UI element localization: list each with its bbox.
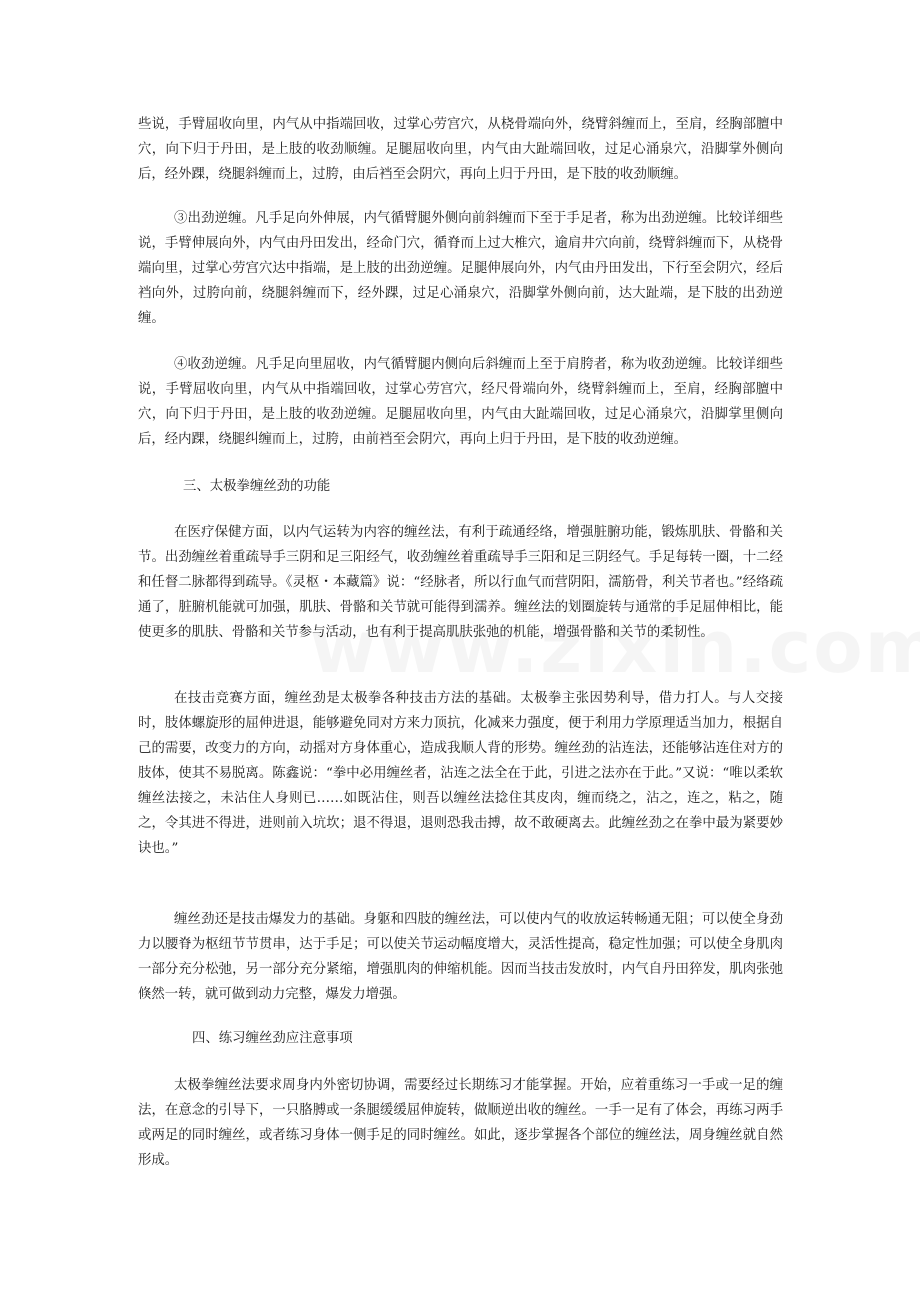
section-heading-3: 三、太极拳缠丝劲的功能 [183,479,331,494]
section-heading-4: 四、练习缠丝劲应注意事项 [192,1031,353,1046]
paragraph-shoujin-nichan: ④收劲逆缠。凡手足向里屈收，内气循臂腿内侧向后斜缠而上至于肩胯者，称为收劲逆缠。比较详细些说，手臂屈收向里，内气从中指端回收，过掌心劳宫穴，经尺骨端向外，绕臂斜缠而上，至肩，经胸部膻中穴，向下归于丹田，是上肢的收劲逆缠。足腿屈收向里，内气由大趾端回收，过足心涌泉穴，沿脚掌里侧向后，经内踝，绕腿纠缠而上，过胯，由前裆至会阴穴，再向上归于丹田，是下肢的收劲逆缠。 [138,357,783,447]
paragraph-practice: 太极拳缠丝法要求周身内外密切协调，需要经过长期练习才能掌握。开始，应着重练习一手或一足的缠法，在意念的引导下，一只胳膊或一条腿缓缓屈伸旋转，做顺逆出收的缠丝。一手一足有了体会，再练习两手或两足的同时缠丝，或者练习身体一侧手足的同时缠丝。如此，逐步掌握各个部位的缠丝法，周身缠丝就自然形成。 [138,1078,783,1168]
paragraph-explosive-power: 缠丝劲还是技击爆发力的基础。身躯和四肢的缠丝法，可以使内气的收放运转畅通无阻；可以使全身劲力以腰脊为枢纽节节贯串，达于手足；可以使关节运动幅度增大，灵活性提高，稳定性加强；可以使全身肌肉一部分充分松弛，另一部分充分紧缩，增强肌肉的伸缩机能。因而当技击发放时，内气自丹田猝发，肌肉张弛倏然一转，就可做到动力完整，爆发力增强。 [138,912,783,1002]
paragraph-medical-care: 在医疗保健方面，以内气运转为内容的缠丝法，有利于疏通经络，增强脏腑功能，锻炼肌肤、骨骼和关节。出劲缠丝着重疏导手三阴和足三阳经气，收劲缠丝着重疏导手三阳和足三阴经气。手足每转一圈，十二经和任督二脉都得到疏导。《灵枢・本藏篇》说：“经脉者，所以行血气而营阴阳，濡筋骨，利关节者也。”经络疏通了，脏腑机能就可加强，肌肤、骨骼和关节就可能得到濡养。缠丝法的划圈旋转与通常的手足屈伸相比，能使更多的肌肤、骨骼和关节参与活动，也有利于提高肌肤张弛的机能，增强骨骼和关节的柔韧性。 [138,525,783,640]
paragraph-combat: 在技击竞赛方面，缠丝劲是太极拳各种技击方法的基础。太极拳主张因势利导，借力打人。与人交接时，肢体螺旋形的屈伸进退，能够避免同对方来力顶抗，化减来力强度，便于利用力学原理适当加力，根据自己的需要，改变力的方向，动摇对方身体重心，造成我顺人背的形势。缠丝劲的沾连法，还能够沾连住对方的肢体，使其不易脱离。陈鑫说：“拳中必用缠丝者，沾连之法全在于此，引进之法亦在于此。”又说：“唯以柔软缠丝法接之，未沾住人身则已……如既沾住，则吾以缠丝法捻住其皮肉，缠而绕之，沾之，连之，粘之，随之，令其进不得进，进则前入坑坎；退不得退，退则恐我击搏，故不敢硬离去。此缠丝劲之在拳中最为紧要妙诀也。” [138,691,783,856]
paragraph-chujin-nichan: ③出劲逆缠。凡手足向外伸展，内气循臂腿外侧向前斜缠而下至于手足者，称为出劲逆缠。比较详细些说，手臂伸展向外，内气由丹田发出，经命门穴，循脊而上过大椎穴，逾肩井穴向前，绕臂斜缠而下，从桡骨端向里，过掌心劳宫穴达中指端，是上肢的出劲逆缠。足腿伸展向外，内气由丹田发出，下行至会阴穴，经后裆向外，过胯向前，绕腿斜缠而下，经外踝，过足心涌泉穴，沿脚掌外侧向前，达大趾端，是下肢的出劲逆缠。 [138,211,783,326]
paragraph-shoujin-shunchan: 些说，手臂屈收向里，内气从中指端回收，过掌心劳宫穴，从桡骨端向外，绕臂斜缠而上，至肩，经胸部膻中穴，向下归于丹田，是上肢的收劲顺缠。足腿屈收向里，内气由大趾端回收，过足心涌泉穴，沿脚掌外侧向后，经外踝，绕腿斜缠而上，过胯，由后裆至会阴穴，再向上归于丹田，是下肢的收劲顺缠。 [138,117,783,182]
